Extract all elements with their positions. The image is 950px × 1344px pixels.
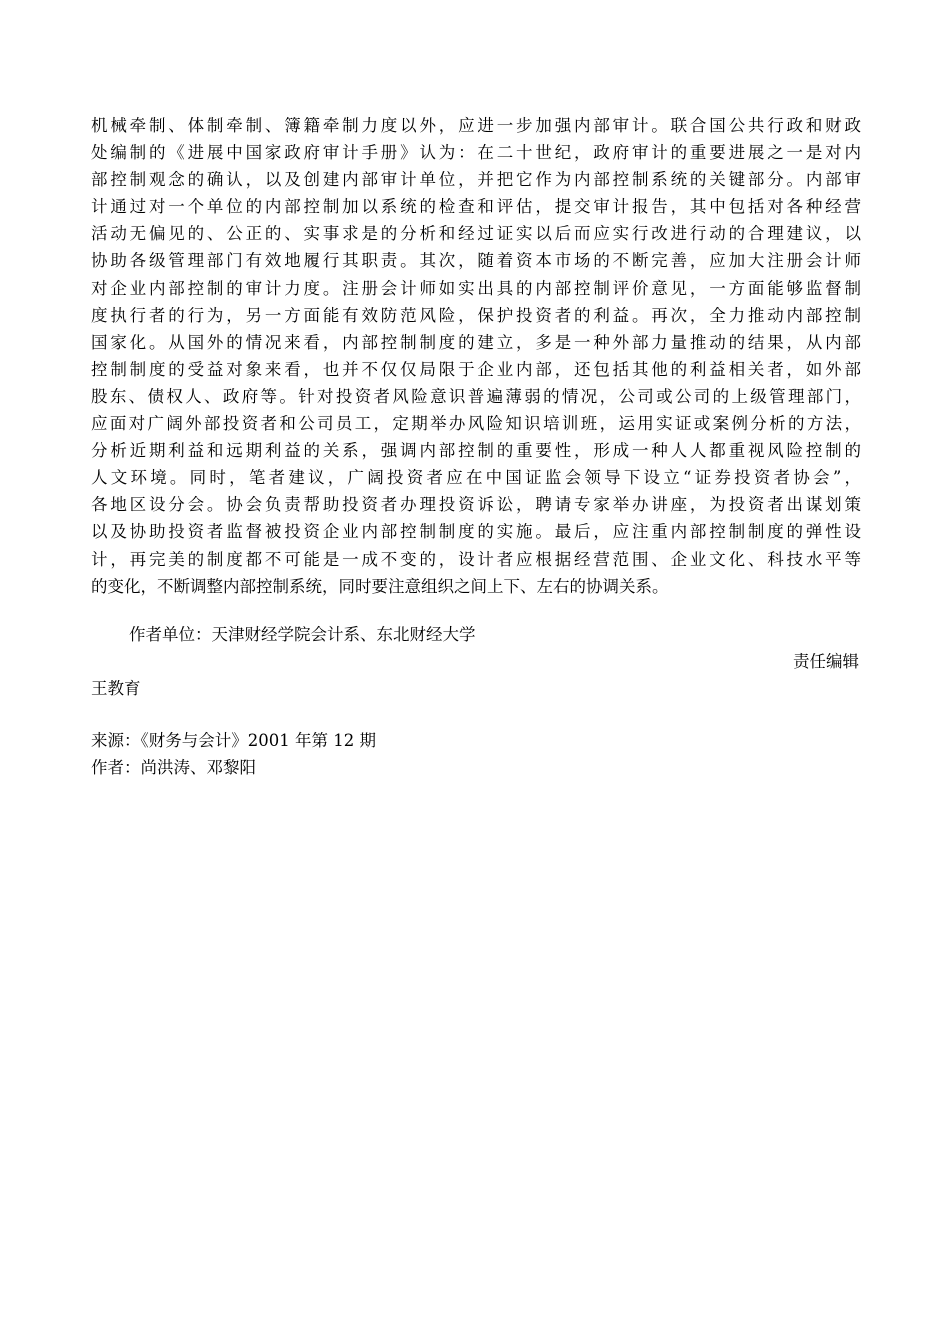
body-line: 机械牵制、体制牵制、簿籍牵制力度以外，应进一步加强内部审计。联合国公共行政和财政 <box>91 116 861 135</box>
body-line: 控制制度的受益对象来看，也并不仅仅局限于企业内部，还包括其他的利益相关者，如外部 <box>91 359 861 379</box>
body-line: 各地区设分会。协会负责帮助投资者办理投资诉讼，聘请专家举办讲座，为投资者出谋划策 <box>91 495 861 515</box>
responsible-editor-label: 责任编辑 <box>793 651 859 671</box>
article-body <box>91 112 861 600</box>
body-line: 处编制的《进展中国家政府审计手册》认为：在二十世纪，政府审计的重要进展之一是对内 <box>91 143 861 163</box>
author-affiliation: 作者单位：天津财经学院会计系、东北财经大学 <box>129 624 476 644</box>
body-line: 协助各级管理部门有效地履行其职责。其次，随着资本市场的不断完善，应加大注册会计师 <box>91 251 861 271</box>
body-line: 计，再完美的制度都不可能是一成不变的，设计者应根据经营范围、企业文化、科技水平等 <box>91 549 861 569</box>
body-line: 部控制观念的确认，以及创建内部审计单位，并把它作为内部控制系统的关键部分。内部审 <box>91 170 861 190</box>
body-line: 国家化。从国外的情况来看，内部控制制度的建立，多是一种外部力量推动的结果，从内部 <box>91 332 861 352</box>
body-line: 分析近期利益和远期利益的关系，强调内部控制的重要性，形成一种人人都重视风险控制的 <box>91 441 861 461</box>
body-line: 应面对广阔外部投资者和公司员工，定期举办风险知识培训班，运用实证或案例分析的方法， <box>91 414 861 434</box>
body-line: 以及协助投资者监督被投资企业内部控制制度的实施。最后，应注重内部控制制度的弹性设 <box>91 522 861 542</box>
body-line: 计通过对一个单位的内部控制加以系统的检查和评估，提交审计报告，其中包括对各种经营 <box>91 197 861 217</box>
document-page <box>91 112 861 781</box>
body-line: 的变化，不断调整内部控制系统，同时要注意组织之间上下、左右的协调关系。 <box>91 576 669 596</box>
article-source: 来源：《财务与会计》2001 年第 12 期 <box>91 730 376 750</box>
body-line: 度执行者的行为，另一方面能有效防范风险，保护投资者的利益。再次，全力推动内部控制 <box>91 305 861 325</box>
article-authors: 作者：尚洪涛、邓黎阳 <box>91 757 256 777</box>
responsible-editor-name: 王教育 <box>91 678 141 698</box>
body-line: 对企业内部控制的审计力度。注册会计师如实出具的内部控制评价意见，一方面能够监督制 <box>91 278 861 298</box>
body-line: 人文环境。同时，笔者建议，广阔投资者应在中国证监会领导下设立“证券投资者协会”， <box>91 468 861 488</box>
body-line: 活动无偏见的、公正的、实事求是的分析和经过证实以后而应实行改进行动的合理建议，以 <box>91 224 861 244</box>
body-line: 股东、债权人、政府等。针对投资者风险意识普遍薄弱的情况，公司或公司的上级管理部门， <box>91 386 861 406</box>
